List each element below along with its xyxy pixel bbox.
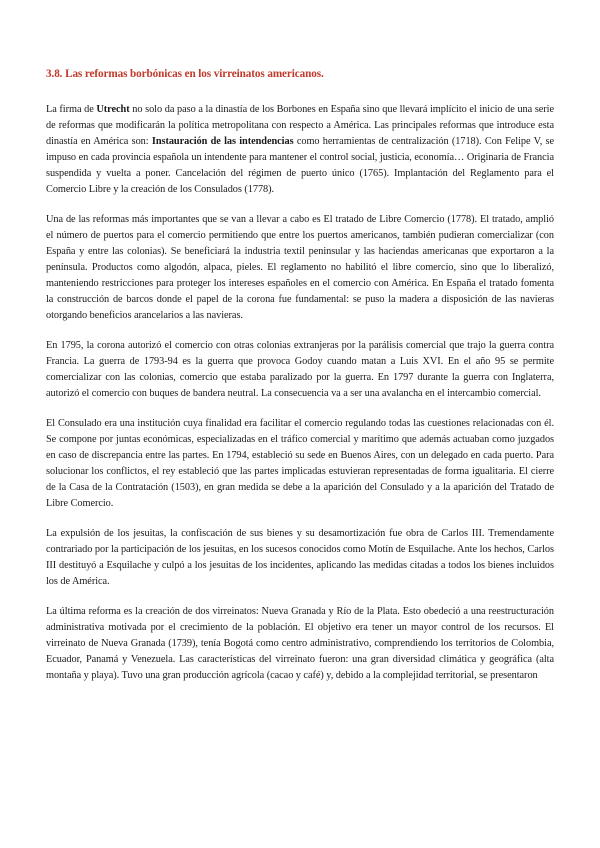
paragraph-libre-comercio: Una de las reformas más importantes que se van a llevar a cabo es El tratado de Libre Comercio (1778). El tratado, amplió el número de puertos para el comercio permitiendo que entre los puertos americanos, también pudieran comercializar (con España y entre las colonias). Se beneficiará la industria textil peninsular y las haciendas americanas que exportaron a la península. Productos como algodón, alpaca, pieles. El reglamento no habilitó el libre comercio, sino que lo liberalizó, manteniendo restricciones para proteger los intereses españoles en el comercio con América. En España el tratado fomenta la construcción de barcos donde el papel de la corona fue fundamental: se puso la madera a disposición de las navieras otorgando beneficios arancelarios a las navieras. (46, 214, 554, 321)
utrecht-bold: Utrecht (96, 104, 130, 115)
paragraph-utrecht-text-c: no solo da paso a la dinastía de los Borbones en España sino que llevará implícito el inicio de una serie de reformas que modificarán la política metropolitana con respecto a América. Las principales reformas que introduce esta dinastía en América son: (46, 104, 555, 147)
intendencias-bold: Instauración de las intendencias (151, 136, 294, 147)
section-title: 3.8. Las reformas borbónicas en los virreinatos americanos. (46, 68, 324, 80)
paragraph-utrecht-text-d: como herramientas de centralización (1718). Con Felipe V, se impuso en cada provincia española un intendente para mantener el control social, justicia, economía… Originaria de Francia suspendida y vuelta a poner. Cancelación del régimen de puerto único (1765). Implantación del Reglamento para el Comercio Libre y la creación de los Consulados (1778). (46, 136, 554, 195)
paragraph-jesuitas: La expulsión de los jesuitas, la confiscación de sus bienes y su desamortización fue obra de Carlos III. Tremendamente contrariado por la participación de los jesuitas, en los sucesos conocidos como Motín de Esquilache. Ante los hechos, Carlos III destituyó a Esquilache y culpó a los jesuitas de los incidentes, aplicando las medidas citadas a todos los bienes incluidos los de América. (46, 528, 554, 587)
paragraph-utrecht-text-a: La firma de (46, 104, 97, 115)
paragraph-virreinatos: La última reforma es la creación de dos virreinatos: Nueva Granada y Río de la Plata. Esto obedeció a una reestructuración administrativa motivada por el crecimiento de la población. El objetivo era tener un mayor control de los recursos. El virreinato de Nueva Granada (1739), tenía Bogotá como centro administrativo, comprendiendo los territorios de Colombia, Ecuador, Panamá y Venezuela. Las características del virreinato fueron: una gran diversidad climática y geográfica (alta montaña y playa). Tuvo una gran producción agrícola (cacao y café) y, debido a la complejidad territorial, se presentaron (46, 606, 554, 681)
paragraph-utrecht (46, 102, 554, 198)
paragraph-consulado: El Consulado era una institución cuya finalidad era facilitar el comercio regulando todas las cuestiones relacionadas con él. Se compone por juntas económicas, especializadas en el tráfico comercial y marítimo que además actuaban como juzgados en caso de discrepancia entre las partes. En 1794, estableció su sede en Buenos Aires, con un delegado en cada puerto. Para solucionar los conflictos, el rey estableció que las partes implicadas estuvieran representadas de forma igualitaria. El cierre de la Casa de la Contratación (1503), en gran medida se debe a la aparición del Consulado y a la aparición del Tratado de Libre Comercio. (46, 418, 554, 509)
paragraph-1795: En 1795, la corona autorizó el comercio con otras colonias extranjeras por la parálisis comercial que trajo la guerra contra Francia. La guerra de 1793-94 es la guerra que provoca Godoy cuando matan a Luis XVI. En el año 95 se permite comercializar con las colonias, comercio que estaba paralizado por la guerra. En 1797 durante la guerra con Inglaterra, autorizó el comercio con buques de bandera neutral. La consecuencia va a ser una avalancha en el intercambio comercial. (46, 340, 554, 399)
